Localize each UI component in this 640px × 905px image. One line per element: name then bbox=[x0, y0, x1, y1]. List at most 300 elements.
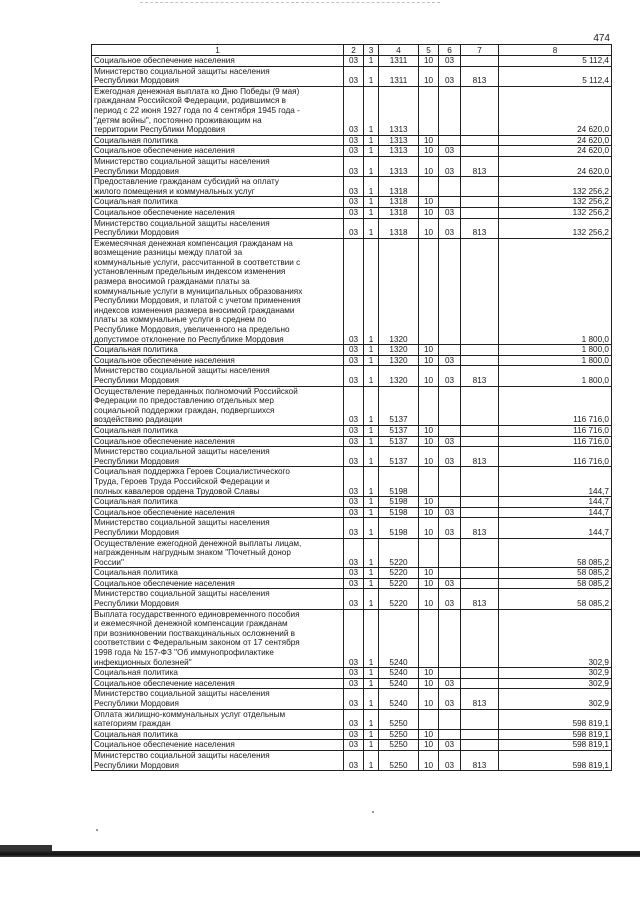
row-name: Ежегодная денежная выплата ко Дню Победы (9 мая) гражданам Российской Федерации, родившимся в период с 22 июня 1927 года по 4 сентября 1945 года - "детям войны", постоянно проживающим на территории Республики Мордовия bbox=[92, 86, 344, 135]
table-row bbox=[92, 609, 612, 668]
table-row bbox=[92, 578, 612, 589]
code-cell bbox=[419, 238, 439, 345]
scan-speck bbox=[96, 829, 98, 831]
code-cell bbox=[439, 709, 461, 729]
amount-cell: 144,7 bbox=[499, 518, 612, 538]
table-row bbox=[92, 740, 612, 751]
code-cell: 813 bbox=[461, 447, 499, 467]
code-cell: 813 bbox=[461, 66, 499, 86]
table-row bbox=[92, 238, 612, 345]
code-cell: 1 bbox=[364, 589, 379, 609]
code-cell: 1 bbox=[364, 709, 379, 729]
header-cell: 7 bbox=[461, 45, 499, 56]
header-cell: 3 bbox=[364, 45, 379, 56]
amount-cell: 24 620,0 bbox=[499, 135, 612, 146]
code-cell bbox=[461, 497, 499, 508]
amount-cell: 1 800,0 bbox=[499, 366, 612, 386]
table-row bbox=[92, 518, 612, 538]
code-cell: 1 bbox=[364, 518, 379, 538]
code-cell: 1318 bbox=[379, 207, 419, 218]
code-cell: 1 bbox=[364, 467, 379, 497]
code-cell: 10 bbox=[419, 66, 439, 86]
code-cell: 03 bbox=[344, 740, 364, 751]
code-cell: 10 bbox=[419, 197, 439, 208]
code-cell bbox=[439, 467, 461, 497]
table-row bbox=[92, 568, 612, 579]
table-row bbox=[92, 56, 612, 67]
table-row bbox=[92, 497, 612, 508]
code-cell bbox=[439, 538, 461, 568]
code-cell: 03 bbox=[439, 56, 461, 67]
code-cell bbox=[461, 355, 499, 366]
code-cell: 5220 bbox=[379, 578, 419, 589]
code-cell bbox=[439, 729, 461, 740]
budget-table bbox=[91, 44, 612, 771]
code-cell: 10 bbox=[419, 507, 439, 518]
code-cell: 813 bbox=[461, 589, 499, 609]
code-cell: 813 bbox=[461, 518, 499, 538]
table-body bbox=[92, 56, 612, 771]
table-row bbox=[92, 197, 612, 208]
table-row bbox=[92, 507, 612, 518]
table-row bbox=[92, 425, 612, 436]
code-cell bbox=[461, 177, 499, 197]
amount-cell: 58 085,2 bbox=[499, 568, 612, 579]
table-row bbox=[92, 729, 612, 740]
code-cell: 1313 bbox=[379, 156, 419, 176]
code-cell bbox=[461, 56, 499, 67]
code-cell: 03 bbox=[344, 467, 364, 497]
code-cell: 5240 bbox=[379, 609, 419, 668]
code-cell: 5240 bbox=[379, 689, 419, 709]
row-name: Социальное обеспечение населения bbox=[92, 56, 344, 67]
row-name: Социальная политика bbox=[92, 345, 344, 356]
code-cell: 03 bbox=[344, 86, 364, 135]
code-cell: 03 bbox=[344, 425, 364, 436]
code-cell: 03 bbox=[344, 750, 364, 770]
table-row bbox=[92, 386, 612, 425]
code-cell: 10 bbox=[419, 518, 439, 538]
code-cell: 03 bbox=[344, 709, 364, 729]
code-cell: 03 bbox=[344, 518, 364, 538]
row-name: Министерство социальной защиты населения Республики Мордовия bbox=[92, 750, 344, 770]
code-cell: 1318 bbox=[379, 177, 419, 197]
row-name: Социальное обеспечение населения bbox=[92, 740, 344, 751]
code-cell: 1311 bbox=[379, 66, 419, 86]
code-cell: 1 bbox=[364, 497, 379, 508]
code-cell bbox=[439, 668, 461, 679]
code-cell bbox=[461, 467, 499, 497]
code-cell bbox=[439, 386, 461, 425]
code-cell: 03 bbox=[439, 750, 461, 770]
code-cell: 03 bbox=[344, 366, 364, 386]
header-cell: 2 bbox=[344, 45, 364, 56]
code-cell: 813 bbox=[461, 218, 499, 238]
row-name: Социальное обеспечение населения bbox=[92, 207, 344, 218]
row-name: Министерство социальной защиты населения Республики Мордовия bbox=[92, 589, 344, 609]
code-cell: 1 bbox=[364, 86, 379, 135]
code-cell: 1320 bbox=[379, 238, 419, 345]
code-cell: 1 bbox=[364, 689, 379, 709]
code-cell bbox=[461, 386, 499, 425]
code-cell: 1 bbox=[364, 197, 379, 208]
row-name: Министерство социальной защиты населения Республики Мордовия bbox=[92, 156, 344, 176]
code-cell: 1 bbox=[364, 386, 379, 425]
code-cell: 1 bbox=[364, 207, 379, 218]
amount-cell: 302,9 bbox=[499, 609, 612, 668]
table-row bbox=[92, 135, 612, 146]
code-cell: 1 bbox=[364, 156, 379, 176]
code-cell: 5220 bbox=[379, 538, 419, 568]
code-cell: 5250 bbox=[379, 750, 419, 770]
code-cell: 1 bbox=[364, 177, 379, 197]
row-name: Осуществление ежегодной денежной выплаты лицам, награжденным нагрудным знаком "Почетный донор России" bbox=[92, 538, 344, 568]
table-row bbox=[92, 177, 612, 197]
row-name: Министерство социальной защиты населения Республики Мордовия bbox=[92, 218, 344, 238]
table-row bbox=[92, 366, 612, 386]
code-cell: 10 bbox=[419, 740, 439, 751]
code-cell: 1 bbox=[364, 345, 379, 356]
code-cell: 10 bbox=[419, 436, 439, 447]
code-cell: 10 bbox=[419, 425, 439, 436]
code-cell: 1320 bbox=[379, 366, 419, 386]
code-cell bbox=[439, 609, 461, 668]
code-cell: 03 bbox=[439, 689, 461, 709]
table-row bbox=[92, 66, 612, 86]
code-cell: 5198 bbox=[379, 518, 419, 538]
code-cell: 5250 bbox=[379, 740, 419, 751]
amount-cell: 144,7 bbox=[499, 467, 612, 497]
row-name: Оплата жилищно-коммунальных услуг отдельным категориям граждан bbox=[92, 709, 344, 729]
amount-cell: 58 085,2 bbox=[499, 538, 612, 568]
row-name: Социальное обеспечение населения bbox=[92, 507, 344, 518]
table-row bbox=[92, 156, 612, 176]
table-row bbox=[92, 538, 612, 568]
code-cell: 03 bbox=[439, 578, 461, 589]
code-cell: 1 bbox=[364, 678, 379, 689]
code-cell: 03 bbox=[344, 568, 364, 579]
code-cell bbox=[419, 709, 439, 729]
code-cell: 03 bbox=[439, 447, 461, 467]
row-name: Социальная политика bbox=[92, 425, 344, 436]
code-cell bbox=[461, 740, 499, 751]
amount-cell: 24 620,0 bbox=[499, 146, 612, 157]
code-cell: 813 bbox=[461, 156, 499, 176]
amount-cell: 144,7 bbox=[499, 507, 612, 518]
code-cell bbox=[439, 345, 461, 356]
code-cell: 1320 bbox=[379, 355, 419, 366]
row-name: Социальная поддержка Героев Социалистического Труда, Героев Труда Российской Федерации и полных кавалеров ордена Трудовой Славы bbox=[92, 467, 344, 497]
code-cell bbox=[419, 467, 439, 497]
code-cell: 03 bbox=[344, 238, 364, 345]
header-cell: 8 bbox=[499, 45, 612, 56]
code-cell bbox=[461, 668, 499, 679]
row-name: Социальная политика bbox=[92, 729, 344, 740]
row-name: Социальная политика bbox=[92, 497, 344, 508]
table-row bbox=[92, 668, 612, 679]
table-row bbox=[92, 709, 612, 729]
amount-cell: 302,9 bbox=[499, 678, 612, 689]
code-cell: 5198 bbox=[379, 497, 419, 508]
amount-cell: 58 085,2 bbox=[499, 578, 612, 589]
row-name: Социальное обеспечение населения bbox=[92, 355, 344, 366]
scan-speck bbox=[372, 811, 374, 813]
code-cell: 1318 bbox=[379, 197, 419, 208]
code-cell bbox=[461, 135, 499, 146]
code-cell: 03 bbox=[344, 729, 364, 740]
amount-cell: 1 800,0 bbox=[499, 355, 612, 366]
code-cell: 1 bbox=[364, 447, 379, 467]
code-cell: 03 bbox=[344, 436, 364, 447]
code-cell bbox=[461, 538, 499, 568]
code-cell: 1 bbox=[364, 218, 379, 238]
code-cell: 03 bbox=[344, 66, 364, 86]
code-cell: 5250 bbox=[379, 729, 419, 740]
code-cell: 03 bbox=[439, 66, 461, 86]
code-cell bbox=[461, 436, 499, 447]
code-cell: 03 bbox=[439, 156, 461, 176]
table-row bbox=[92, 678, 612, 689]
code-cell: 03 bbox=[344, 447, 364, 467]
code-cell: 5137 bbox=[379, 447, 419, 467]
code-cell: 1 bbox=[364, 668, 379, 679]
header-cell: 6 bbox=[439, 45, 461, 56]
table-row bbox=[92, 436, 612, 447]
code-cell: 03 bbox=[344, 218, 364, 238]
code-cell: 03 bbox=[344, 538, 364, 568]
code-cell: 1 bbox=[364, 366, 379, 386]
code-cell: 03 bbox=[439, 507, 461, 518]
code-cell: 03 bbox=[344, 609, 364, 668]
code-cell bbox=[439, 86, 461, 135]
row-name: Министерство социальной защиты населения Республики Мордовия bbox=[92, 66, 344, 86]
code-cell: 813 bbox=[461, 689, 499, 709]
row-name: Выплата государственного единовременного пособия и ежемесячной денежной компенсации гражданам при возникновении поствакцинальных осложнений в соответствии с Федеральным законом от 17 сентября 1998 года № 157-ФЗ "Об иммунопрофилактике инфекционных болезней" bbox=[92, 609, 344, 668]
amount-cell: 598 819,1 bbox=[499, 750, 612, 770]
amount-cell: 116 716,0 bbox=[499, 436, 612, 447]
header-cell: 1 bbox=[92, 45, 344, 56]
code-cell: 03 bbox=[439, 436, 461, 447]
code-cell: 03 bbox=[439, 589, 461, 609]
code-cell: 10 bbox=[419, 207, 439, 218]
code-cell bbox=[461, 729, 499, 740]
amount-cell: 132 256,2 bbox=[499, 207, 612, 218]
code-cell: 03 bbox=[439, 678, 461, 689]
row-name: Социальная политика bbox=[92, 568, 344, 579]
code-cell: 1 bbox=[364, 729, 379, 740]
code-cell bbox=[419, 538, 439, 568]
table-row bbox=[92, 689, 612, 709]
code-cell: 1313 bbox=[379, 146, 419, 157]
code-cell: 10 bbox=[419, 135, 439, 146]
code-cell: 10 bbox=[419, 56, 439, 67]
table-row bbox=[92, 345, 612, 356]
code-cell bbox=[439, 238, 461, 345]
code-cell: 5198 bbox=[379, 507, 419, 518]
code-cell: 10 bbox=[419, 689, 439, 709]
code-cell bbox=[461, 146, 499, 157]
row-name: Социальная политика bbox=[92, 135, 344, 146]
code-cell: 1311 bbox=[379, 56, 419, 67]
code-cell bbox=[419, 86, 439, 135]
code-cell: 1 bbox=[364, 578, 379, 589]
code-cell: 03 bbox=[439, 355, 461, 366]
amount-cell: 116 716,0 bbox=[499, 425, 612, 436]
code-cell: 10 bbox=[419, 589, 439, 609]
code-cell: 10 bbox=[419, 668, 439, 679]
code-cell: 03 bbox=[439, 218, 461, 238]
code-cell: 1 bbox=[364, 135, 379, 146]
code-cell: 1 bbox=[364, 425, 379, 436]
code-cell: 5137 bbox=[379, 436, 419, 447]
code-cell: 5220 bbox=[379, 589, 419, 609]
code-cell bbox=[461, 207, 499, 218]
code-cell bbox=[461, 238, 499, 345]
code-cell: 1 bbox=[364, 56, 379, 67]
code-cell: 10 bbox=[419, 750, 439, 770]
scan-artifact bbox=[140, 2, 440, 5]
code-cell: 1 bbox=[364, 538, 379, 568]
code-cell: 10 bbox=[419, 355, 439, 366]
row-name: Социальное обеспечение населения bbox=[92, 678, 344, 689]
code-cell bbox=[439, 568, 461, 579]
code-cell bbox=[439, 197, 461, 208]
row-name: Ежемесячная денежная компенсация гражданам на возмещение разницы между платой за коммунальные услуги, рассчитанной в соответствии с установленным предельным индексом изменения размера вносимой гражданами платы за коммунальные услуги в муниципальных образованиях Республики Мордовия, и платой с учетом применения индексов изменения размера вносимой гражданами платы за коммунальные услуги в среднем по Республике Мордовия, увеличенного на предельно допустимое отклонение по Республике Мордовия bbox=[92, 238, 344, 345]
row-name: Социальная политика bbox=[92, 668, 344, 679]
amount-cell: 132 256,2 bbox=[499, 218, 612, 238]
code-cell bbox=[419, 386, 439, 425]
table-row bbox=[92, 355, 612, 366]
amount-cell: 116 716,0 bbox=[499, 447, 612, 467]
code-cell: 813 bbox=[461, 366, 499, 386]
header-cell: 5 bbox=[419, 45, 439, 56]
row-name: Министерство социальной защиты населения Республики Мордовия bbox=[92, 366, 344, 386]
scan-bar bbox=[0, 851, 640, 857]
code-cell bbox=[461, 345, 499, 356]
row-name: Социальное обеспечение населения bbox=[92, 578, 344, 589]
code-cell: 03 bbox=[344, 135, 364, 146]
amount-cell: 24 620,0 bbox=[499, 156, 612, 176]
code-cell bbox=[461, 507, 499, 518]
table-row bbox=[92, 207, 612, 218]
row-name: Социальная политика bbox=[92, 197, 344, 208]
code-cell: 10 bbox=[419, 497, 439, 508]
amount-cell: 132 256,2 bbox=[499, 177, 612, 197]
table-row bbox=[92, 467, 612, 497]
code-cell: 03 bbox=[344, 56, 364, 67]
code-cell: 10 bbox=[419, 678, 439, 689]
code-cell bbox=[461, 568, 499, 579]
code-cell: 1313 bbox=[379, 86, 419, 135]
code-cell bbox=[461, 425, 499, 436]
code-cell: 1 bbox=[364, 436, 379, 447]
amount-cell: 302,9 bbox=[499, 689, 612, 709]
table-row bbox=[92, 86, 612, 135]
table-row bbox=[92, 146, 612, 157]
amount-cell: 132 256,2 bbox=[499, 197, 612, 208]
code-cell: 10 bbox=[419, 146, 439, 157]
code-cell: 03 bbox=[344, 146, 364, 157]
code-cell: 10 bbox=[419, 366, 439, 386]
amount-cell: 302,9 bbox=[499, 668, 612, 679]
row-name: Министерство социальной защиты населения Республики Мордовия bbox=[92, 518, 344, 538]
code-cell: 03 bbox=[439, 366, 461, 386]
row-name: Социальное обеспечение населения bbox=[92, 436, 344, 447]
code-cell: 1313 bbox=[379, 135, 419, 146]
amount-cell: 5 112,4 bbox=[499, 66, 612, 86]
amount-cell: 598 819,1 bbox=[499, 709, 612, 729]
code-cell: 10 bbox=[419, 218, 439, 238]
amount-cell: 116 716,0 bbox=[499, 386, 612, 425]
code-cell bbox=[461, 709, 499, 729]
code-cell: 5220 bbox=[379, 568, 419, 579]
amount-cell: 58 085,2 bbox=[499, 589, 612, 609]
code-cell: 03 bbox=[344, 197, 364, 208]
code-cell: 03 bbox=[344, 177, 364, 197]
code-cell: 1318 bbox=[379, 218, 419, 238]
code-cell bbox=[419, 609, 439, 668]
code-cell: 5240 bbox=[379, 668, 419, 679]
code-cell bbox=[461, 678, 499, 689]
table-row bbox=[92, 447, 612, 467]
header-cell: 4 bbox=[379, 45, 419, 56]
code-cell: 1 bbox=[364, 609, 379, 668]
code-cell: 03 bbox=[344, 497, 364, 508]
table-row bbox=[92, 218, 612, 238]
code-cell: 10 bbox=[419, 345, 439, 356]
code-cell: 1320 bbox=[379, 345, 419, 356]
code-cell: 03 bbox=[344, 589, 364, 609]
code-cell: 03 bbox=[344, 355, 364, 366]
amount-cell: 1 800,0 bbox=[499, 345, 612, 356]
code-cell: 1 bbox=[364, 750, 379, 770]
page-number: 474 bbox=[593, 33, 610, 44]
code-cell bbox=[439, 497, 461, 508]
amount-cell: 598 819,1 bbox=[499, 729, 612, 740]
code-cell: 10 bbox=[419, 156, 439, 176]
code-cell: 03 bbox=[344, 345, 364, 356]
row-name: Осуществление переданных полномочий Российской Федерации по предоставлению отдельных мер социальной поддержки граждан, подвергшихся воздействию радиации bbox=[92, 386, 344, 425]
code-cell: 5198 bbox=[379, 467, 419, 497]
code-cell: 10 bbox=[419, 578, 439, 589]
code-cell: 03 bbox=[439, 146, 461, 157]
code-cell: 813 bbox=[461, 750, 499, 770]
code-cell bbox=[419, 177, 439, 197]
code-cell: 03 bbox=[439, 740, 461, 751]
code-cell: 1 bbox=[364, 146, 379, 157]
table-row bbox=[92, 589, 612, 609]
code-cell: 10 bbox=[419, 447, 439, 467]
code-cell: 03 bbox=[344, 578, 364, 589]
code-cell: 03 bbox=[439, 518, 461, 538]
code-cell: 1 bbox=[364, 740, 379, 751]
code-cell: 03 bbox=[344, 507, 364, 518]
code-cell: 03 bbox=[344, 668, 364, 679]
code-cell: 5137 bbox=[379, 386, 419, 425]
code-cell: 1 bbox=[364, 355, 379, 366]
code-cell bbox=[461, 578, 499, 589]
code-cell bbox=[461, 86, 499, 135]
code-cell: 1 bbox=[364, 66, 379, 86]
code-cell bbox=[461, 197, 499, 208]
code-cell: 03 bbox=[344, 678, 364, 689]
table-row bbox=[92, 750, 612, 770]
code-cell: 03 bbox=[344, 689, 364, 709]
row-name: Министерство социальной защиты населения Республики Мордовия bbox=[92, 447, 344, 467]
amount-cell: 1 800,0 bbox=[499, 238, 612, 345]
amount-cell: 598 819,1 bbox=[499, 740, 612, 751]
code-cell: 5137 bbox=[379, 425, 419, 436]
